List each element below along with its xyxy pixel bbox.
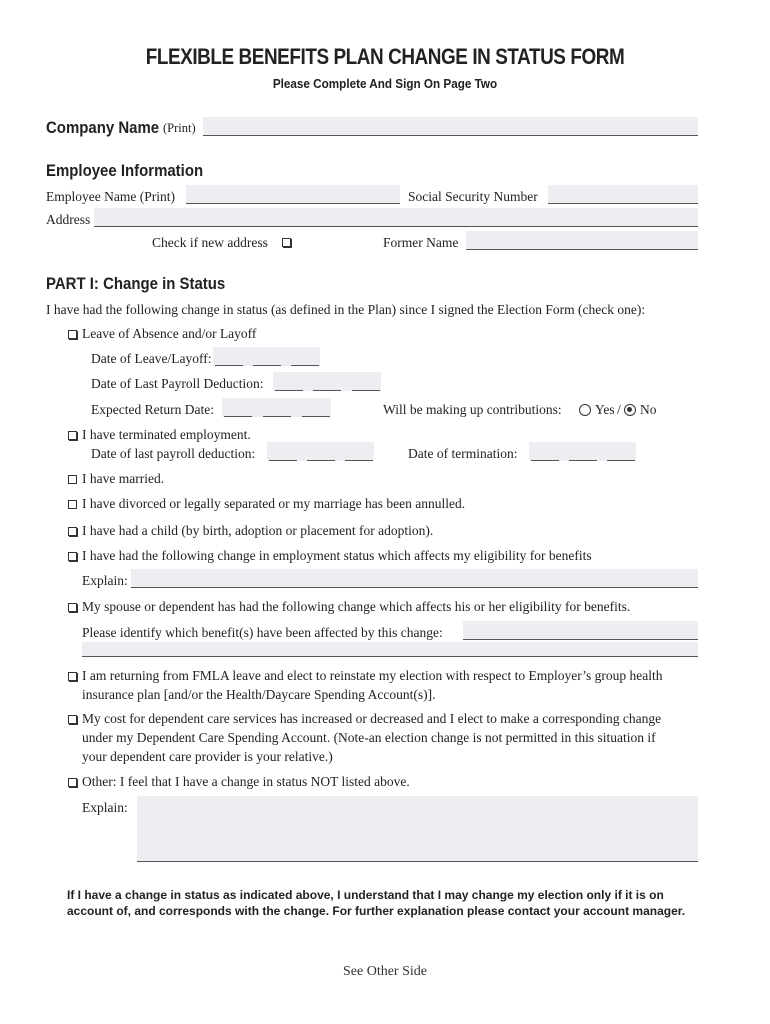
company-name-underline (203, 135, 698, 136)
married-label: I have married. (82, 471, 165, 486)
employment-change-label: I have had the following change in employment status which affects my eligibility for benefits (82, 548, 592, 563)
date-leave-dd (253, 365, 281, 366)
company-name-label: Company Name (46, 118, 160, 137)
contrib-yes-label: Yes (595, 402, 615, 417)
explain1-label: Explain: (82, 573, 128, 588)
date-leave-mm (215, 365, 243, 366)
dependent-line1: My cost for dependent care services has increased or decreased and I elect to make a corresponding change (82, 711, 662, 726)
date-leave-label: Date of Leave/Layoff: (91, 351, 212, 366)
divorced-label: I have divorced or legally separated or my marriage has been annulled. (82, 496, 466, 511)
date-payroll-dd (313, 390, 341, 391)
leave-checkbox[interactable] (68, 330, 77, 339)
form-subtitle: Please Complete And Sign On Page Two (272, 76, 498, 91)
identify-benefits-field-2[interactable] (82, 642, 698, 657)
identify-benefits-label: Please identify which benefit(s) have been affected by this change: (82, 625, 443, 640)
fmla-line2: insurance plan [and/or the Health/Daycare Spending Account(s)]. (82, 687, 436, 702)
spouse-change-label: My spouse or dependent has had the following change which affects his or her eligibility for benefits. (82, 599, 631, 614)
employee-name-label: Employee Name (Print) (46, 189, 175, 204)
termination-date-field[interactable] (529, 442, 636, 461)
former-name-underline (466, 249, 698, 250)
explain2-label: Explain: (82, 800, 128, 815)
dependent-care-checkbox[interactable] (68, 715, 77, 724)
other-checkbox[interactable] (68, 778, 77, 787)
explain2-underline (137, 861, 698, 862)
new-address-checkbox[interactable] (282, 238, 291, 247)
date-payroll-mm (275, 390, 303, 391)
explain2-field[interactable] (137, 796, 698, 862)
dependent-line2: under my Dependent Care Spending Account. (Note-an election change is not permitted in this situation if (82, 730, 656, 745)
spouse-change-checkbox[interactable] (68, 603, 77, 612)
last-payroll-mm (269, 460, 297, 461)
identify-benefits-field[interactable] (463, 621, 698, 640)
date-payroll-label: Date of Last Payroll Deduction: (91, 376, 264, 391)
terminated-label: I have terminated employment. (82, 427, 251, 442)
return-date-dd (263, 416, 291, 417)
employee-info-heading: Employee Information (46, 161, 204, 180)
company-name-field[interactable] (203, 117, 698, 136)
termination-date-mm (531, 460, 559, 461)
note-line2: account of, and corresponds with the change. For further explanation please contact your account manager. (67, 904, 686, 918)
address-field[interactable] (94, 208, 698, 227)
employment-change-checkbox[interactable] (68, 552, 77, 561)
form-title: FLEXIBLE BENEFITS PLAN CHANGE IN STATUS FORM (145, 44, 625, 69)
address-underline (94, 226, 698, 227)
leave-label: Leave of Absence and/or Layoff (82, 326, 257, 341)
former-name-field[interactable] (466, 231, 698, 250)
contrib-label: Will be making up contributions: (383, 402, 562, 417)
part1-intro: I have had the following change in status (as defined in the Plan) since I signed the Election Form (check one): (46, 302, 646, 317)
last-payroll-yy (345, 460, 373, 461)
married-checkbox[interactable] (68, 475, 77, 484)
new-address-label: Check if new address (152, 235, 268, 250)
fmla-checkbox[interactable] (68, 672, 77, 681)
date-payroll-yy (352, 390, 380, 391)
child-checkbox[interactable] (68, 527, 77, 536)
date-leave-field[interactable] (213, 347, 320, 366)
identify-benefits-underline-2 (82, 656, 698, 657)
termination-date-label: Date of termination: (408, 446, 518, 461)
fmla-line1: I am returning from FMLA leave and elect to reinstate my election with respect to Employer’s group health (82, 668, 663, 683)
ssn-underline (548, 203, 698, 204)
last-payroll-field[interactable] (267, 442, 374, 461)
contrib-no-radio[interactable] (624, 404, 636, 416)
termination-date-dd (569, 460, 597, 461)
terminated-checkbox[interactable] (68, 431, 77, 440)
child-label: I have had a child (by birth, adoption or placement for adoption). (82, 523, 434, 538)
explain1-field[interactable] (131, 569, 698, 588)
ssn-label: Social Security Number (408, 189, 538, 204)
return-date-field[interactable] (222, 398, 331, 417)
contrib-no-label: No (640, 402, 657, 417)
last-payroll-dd (307, 460, 335, 461)
explain1-underline (131, 587, 698, 588)
date-leave-yy (291, 365, 319, 366)
other-label: Other: I feel that I have a change in status NOT listed above. (82, 774, 410, 789)
return-date-mm (224, 416, 252, 417)
ssn-field[interactable] (548, 185, 698, 204)
see-other-side: See Other Side (343, 964, 427, 979)
employee-name-underline (186, 203, 400, 204)
divorced-checkbox[interactable] (68, 500, 77, 509)
return-date-yy (302, 416, 330, 417)
former-name-label: Former Name (383, 235, 459, 250)
date-payroll-field[interactable] (273, 372, 381, 391)
last-payroll-label: Date of last payroll deduction: (91, 446, 256, 461)
part1-heading: PART I: Change in Status (46, 274, 226, 293)
identify-benefits-underline (463, 639, 698, 640)
company-print-label: (Print) (163, 121, 196, 135)
contrib-yes-radio[interactable] (579, 404, 591, 416)
dependent-line3: your dependent care provider is your relative.) (82, 749, 333, 764)
return-date-label: Expected Return Date: (91, 402, 214, 417)
acknowledgement-note (67, 887, 717, 919)
contrib-slash: / (617, 402, 621, 417)
termination-date-yy (607, 460, 635, 461)
note-line1: If I have a change in status as indicated above, I understand that I may change my election only if it is on (67, 888, 664, 902)
employee-name-field[interactable] (186, 185, 400, 204)
address-label: Address (46, 212, 91, 227)
